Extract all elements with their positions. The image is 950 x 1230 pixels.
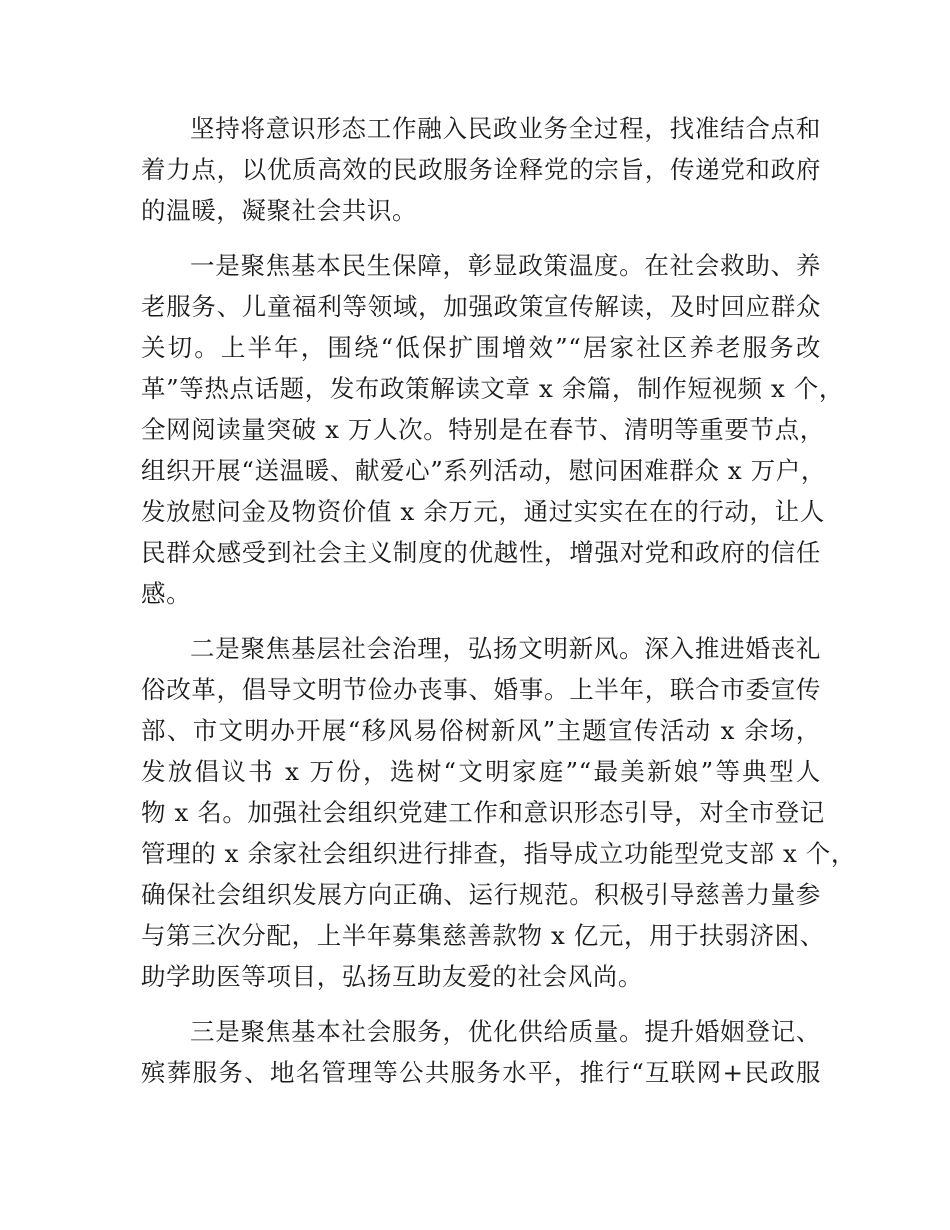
paragraph-2 (141, 245, 845, 614)
text-line: 一是聚焦基本民生保障，彰显政策温度。在社会救助、养 (190, 251, 821, 280)
paragraph-1 (141, 108, 821, 231)
text-line: 全网阅读量突破 x 万人次。特别是在春节、清明等重要节点， (141, 415, 825, 444)
text-line: 着力点，以优质高效的民政服务诠释党的宗旨，传递党和政府 (141, 155, 821, 184)
text-line: 部、市文明办开展“移风易俗树新风”主题宣传活动 x 余场， (141, 716, 821, 745)
paragraph-4 (141, 1011, 821, 1093)
text-line: 物 x 名。加强社会组织党建工作和意识形态引导，对全市登记 (141, 798, 825, 827)
text-line: 俗改革，倡导文明节俭办丧事、婚事。上半年，联合市委宣传 (141, 675, 821, 704)
text-line: 坚持将意识形态工作融入民政业务全过程，找准结合点和 (190, 114, 821, 143)
text-line: 助学助医等项目，弘扬互助友爱的社会风尚。 (141, 962, 643, 991)
text-line: 三是聚焦基本社会服务，优化供给质量。提升婚姻登记、 (190, 1017, 821, 1046)
text-line: 组织开展“送温暖、献爱心”系列活动，慰问困难群众 x 万户， (141, 456, 826, 485)
paragraph-3 (141, 628, 856, 997)
text-line: 与第三次分配，上半年募集慈善款物 x 亿元，用于扶弱济困、 (141, 921, 825, 950)
text-line: 的温暖，凝聚社会共识。 (141, 196, 418, 225)
text-line: 感。 (141, 579, 192, 608)
text-line: 发放慰问金及物资价值 x 余万元，通过实实在在的行动，让人 (141, 497, 825, 526)
text-line: 革”等热点话题，发布政策解读文章 x 余篇，制作短视频 x 个， (141, 374, 845, 403)
text-line: 二是聚焦基层社会治理，弘扬文明新风。深入推进婚丧礼 (190, 634, 821, 663)
text-line: 民群众感受到社会主义制度的优越性，增强对党和政府的信任 (141, 538, 821, 567)
text-line: 殡葬服务、地名管理等公共服务水平，推行“互联网+民政服 (141, 1058, 821, 1087)
text-line: 老服务、儿童福利等领域，加强政策宣传解读，及时回应群众 (141, 292, 821, 321)
document-body (141, 108, 856, 1107)
text-line: 关切。上半年，围绕“低保扩围增效”“居家社区养老服务改 (141, 333, 821, 362)
text-line: 管理的 x 余家社会组织进行排查，指导成立功能型党支部 x 个， (141, 839, 856, 868)
text-line: 发放倡议书 x 万份，选树“文明家庭”“最美新娘”等典型人 (141, 757, 821, 786)
text-line: 确保社会组织发展方向正确、运行规范。积极引导慈善力量参 (141, 880, 821, 909)
